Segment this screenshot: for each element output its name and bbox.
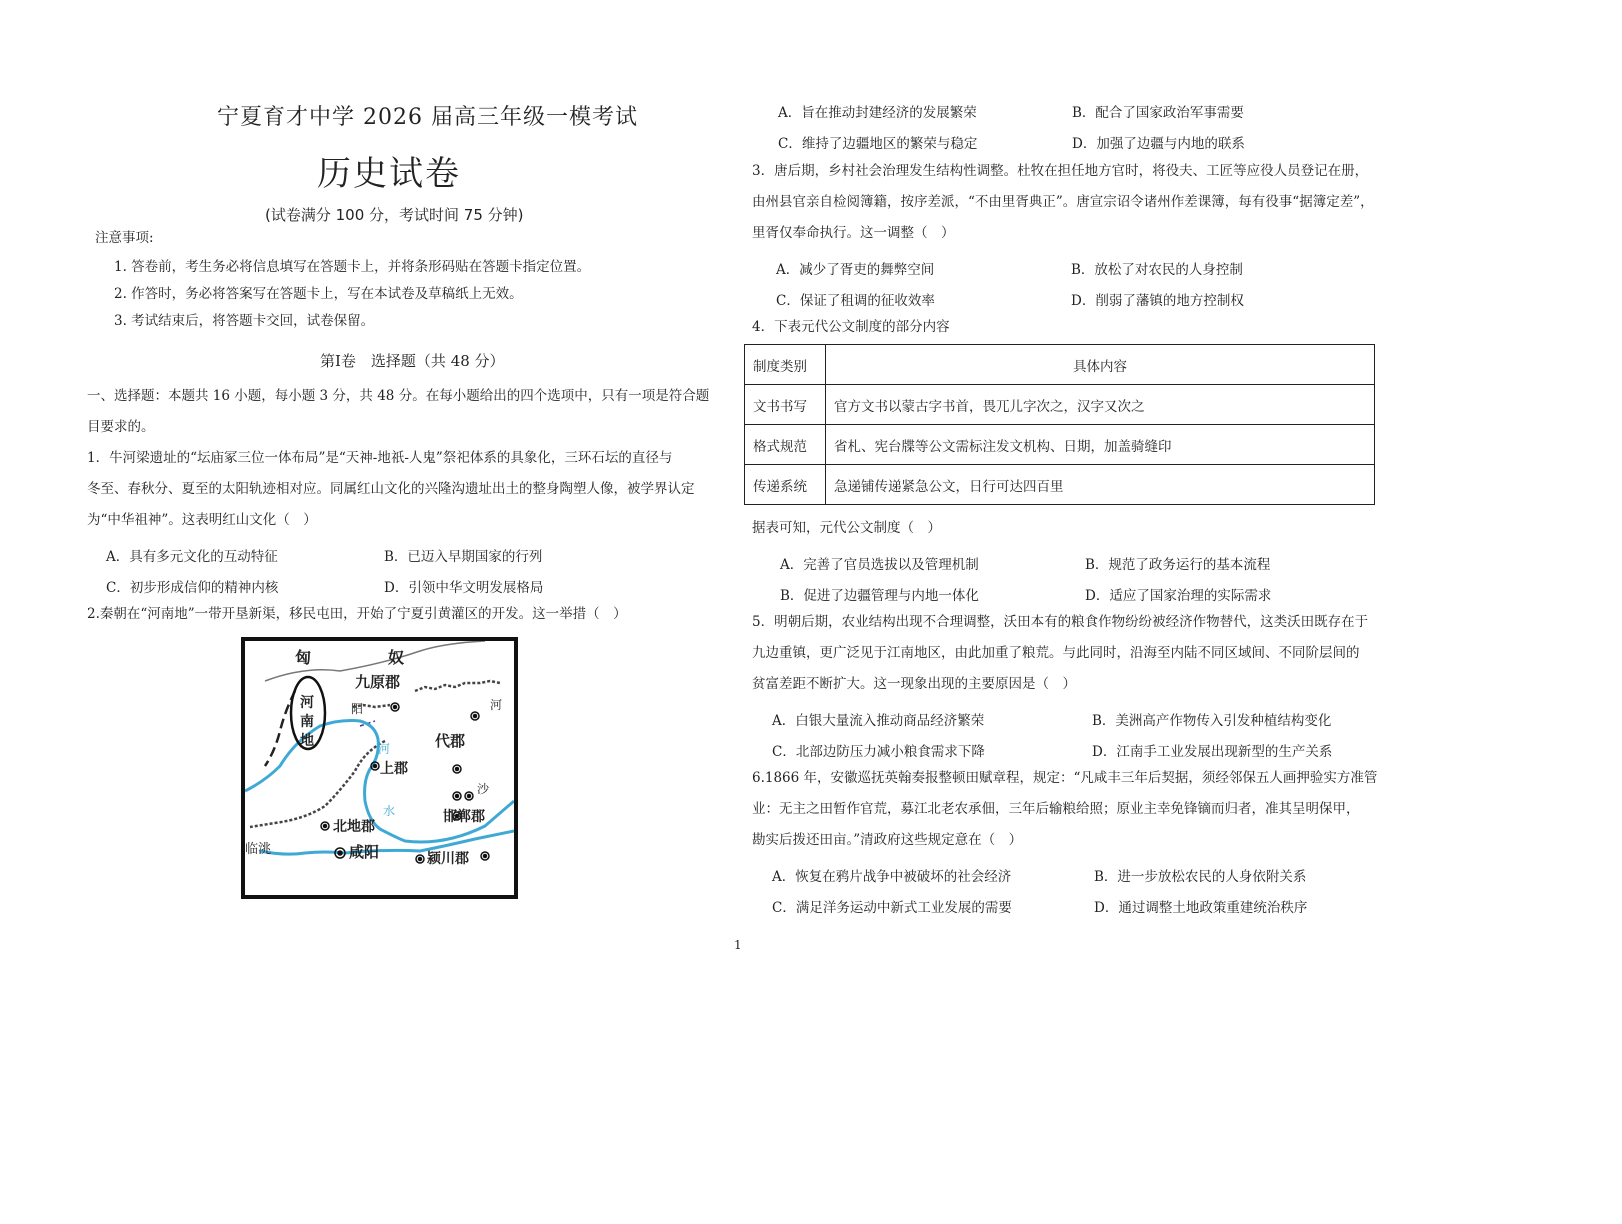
table-cell-content: 急递铺传递紧急公文，日行可达四百里	[826, 465, 1375, 505]
label-henan-3: 地	[300, 733, 314, 749]
q3-option-c: C．保证了租调的征收效率	[776, 293, 935, 309]
q4-option-d: D．适应了国家治理的实际需求	[1085, 588, 1272, 604]
note-item-1: 1. 答卷前，考生务必将信息填写在答题卡上，并将条形码贴在答题卡指定位置。	[114, 259, 591, 275]
q6-option-b: B．进一步放松农民的人身依附关系	[1094, 869, 1307, 885]
q1-option-d: D．引领中华文明发展格局	[384, 580, 544, 596]
table-header-category: 制度类别	[745, 345, 826, 385]
q2-option-c: C．维持了边疆地区的繁荣与稳定	[778, 136, 978, 152]
exam-title: 宁夏育才中学 2026 届高三年级一模考试	[217, 105, 638, 130]
table-cell-category: 传递系统	[745, 465, 826, 505]
q5-option-b: B．美洲高产作物传入引发种植结构变化	[1092, 713, 1332, 729]
label-yingchuan: 颍川郡	[427, 851, 469, 867]
q3-stem-line-3: 里胥仅奉命执行。这一调整（ ）	[752, 225, 955, 241]
table-header-content: 具体内容	[826, 345, 1375, 385]
label-he: 河	[378, 742, 391, 756]
label-edge: 河	[490, 698, 503, 712]
table-cell-content: 官方文书以蒙古字书首，畏兀儿字次之，汉字又次之	[826, 385, 1375, 425]
table-row	[745, 465, 1375, 505]
q3-stem-line-1: 3．唐后期，乡村社会治理发生结构性调整。杜牧在担任地方官时，将役夫、工匠等应役人员登记在册，	[752, 163, 1369, 179]
label-lintao: 临洮	[245, 842, 272, 857]
table-cell-content: 省札、宪台牒等公文需标注发文机构、日期，加盖骑缝印	[826, 425, 1375, 465]
q6-stem-line-3: 勘实后拨还田亩。”清政府这些规定意在（ ）	[752, 832, 1023, 848]
label-shangjun: 上郡	[380, 761, 408, 777]
label-henan-1: 河	[300, 695, 314, 711]
label-yang: 阳	[351, 702, 364, 716]
table-row	[745, 425, 1375, 465]
q2-option-a: A．旨在推动封建经济的发展繁荣	[778, 105, 977, 121]
q6-stem-line-2: 业：无主之田暂作官荒，募江北老农承佃，三年后输粮给照；原业主幸免锋镝而归者，准其呈明保甲，	[752, 801, 1360, 817]
great-wall-north	[415, 681, 500, 691]
label-shui: 水	[383, 804, 396, 818]
subject-title: 历史试卷	[317, 154, 461, 194]
table-cell-category: 文书书写	[745, 385, 826, 425]
section-instructions-2: 目要求的。	[87, 419, 155, 435]
q1-option-c: C．初步形成信仰的精神内核	[106, 580, 279, 596]
qin-map	[245, 641, 514, 895]
wei-river	[260, 831, 514, 854]
q5-stem-line-3: 贫富差距不断扩大。这一现象出现的主要原因是（ ）	[752, 676, 1076, 692]
label-xianyang: 咸阳	[349, 843, 380, 861]
q3-stem-line-2: 由州县官亲自检阅簿籍，按序差派，“不由里胥典正”。唐宣宗诏令诸州作差课簿，每有役事“据簿定差”，	[752, 194, 1374, 210]
yuan-document-table	[744, 344, 1375, 505]
q1-stem-line-2: 冬至、春秋分、夏至的太阳轨迹相对应。同属红山文化的兴隆沟遗址出土的整身陶塑人像，被学界认定	[87, 481, 695, 497]
q1-option-b: B．已迈入早期国家的行列	[384, 549, 543, 565]
notes-heading: 注意事项:	[95, 230, 154, 246]
q1-stem-line-1: 1．牛河梁遗址的“坛庙冢三位一体布局”是“天神-地祇-人鬼”祭祀体系的具象化，三环石坛的直径与	[87, 450, 673, 466]
q2-option-d: D．加强了边疆与内地的联系	[1072, 136, 1245, 152]
label-jiuyuan: 九原郡	[355, 673, 401, 691]
note-item-3: 3. 考试结束后，将答题卡交回，试卷保留。	[114, 313, 375, 329]
q1-stem-line-3: 为“中华祖神”。这表明红山文化（ ）	[87, 512, 317, 528]
exam-meta: (试卷满分 100 分，考试时间 75 分钟)	[265, 206, 524, 224]
q6-option-d: D．通过调整土地政策重建统治秩序	[1094, 900, 1308, 916]
section-title: 第Ⅰ卷 选择题（共 48 分）	[320, 352, 505, 370]
label-henan-2: 南	[300, 714, 314, 730]
qin-map-figure	[241, 637, 518, 899]
q4-after-table: 据表可知，元代公文制度（ ）	[752, 520, 941, 536]
q5-option-d: D．江南手工业发展出现新型的生产关系	[1092, 744, 1333, 760]
q2-option-b: B．配合了国家政治军事需要	[1072, 105, 1244, 121]
label-xiongnu-1: 匈	[295, 648, 312, 667]
q3-option-b: B．放松了对农民的人身控制	[1071, 262, 1243, 278]
note-item-2: 2. 作答时，务必将答案写在答题卡上，写在本试卷及草稿纸上无效。	[114, 286, 523, 302]
q4-option-b: B．规范了政务运行的基本流程	[1085, 557, 1271, 573]
q6-stem-line-1: 6.1866 年，安徽巡抚英翰奏报整顿田赋章程，规定：“凡咸丰三年后契据，须经邻保五人画押验实方准管	[752, 770, 1378, 786]
q2-stem: 2.秦朝在“河南地”一带开垦新渠，移民屯田，开始了宁夏引黄灌区的开发。这一举措（ ）	[87, 606, 627, 622]
q3-option-d: D．削弱了藩镇的地方控制权	[1071, 293, 1244, 309]
q3-option-a: A．减少了胥吏的舞弊空间	[776, 262, 935, 278]
q5-stem-line-2: 九边重镇，更广泛见于江南地区，由此加重了粮荒。与此同时，沿海至内陆不同区域间、不同阶层间的	[752, 645, 1360, 661]
q5-option-a: A．白银大量流入推动商品经济繁荣	[772, 713, 985, 729]
q5-option-c: C．北部边防压力减小粮食需求下降	[772, 744, 985, 760]
label-xiongnu-2: 奴	[388, 648, 405, 667]
table-header-row	[745, 345, 1375, 385]
q4-stem: 4．下表元代公文制度的部分内容	[752, 319, 950, 335]
section-instructions-1: 一、选择题：本题共 16 小题，每小题 3 分，共 48 分。在每小题给出的四个选项中，只有一项是符合题	[87, 388, 710, 404]
q1-option-a: A．具有多元文化的互动特征	[106, 549, 278, 565]
q6-option-a: A．恢复在鸦片战争中被破坏的社会经济	[772, 869, 1012, 885]
q6-option-c: C．满足洋务运动中新式工业发展的需要	[772, 900, 1012, 916]
page-number: 1	[734, 938, 742, 952]
q4-option-a: A．完善了官员选拔以及管理机制	[780, 557, 979, 573]
label-sha: 沙	[477, 782, 490, 796]
table-cell-category: 格式规范	[745, 425, 826, 465]
q4-option-c: B．促进了边疆管理与内地一体化	[780, 588, 979, 604]
q5-stem-line-1: 5．明朝后期，农业结构出现不合理调整，沃田本有的粮食作物纷纷被经济作物替代，这类沃田既存在于	[752, 614, 1369, 630]
label-handan: 邯郸郡	[443, 809, 485, 825]
label-beidi: 北地郡	[333, 819, 375, 835]
label-daijun: 代郡	[435, 732, 466, 750]
table-row	[745, 385, 1375, 425]
